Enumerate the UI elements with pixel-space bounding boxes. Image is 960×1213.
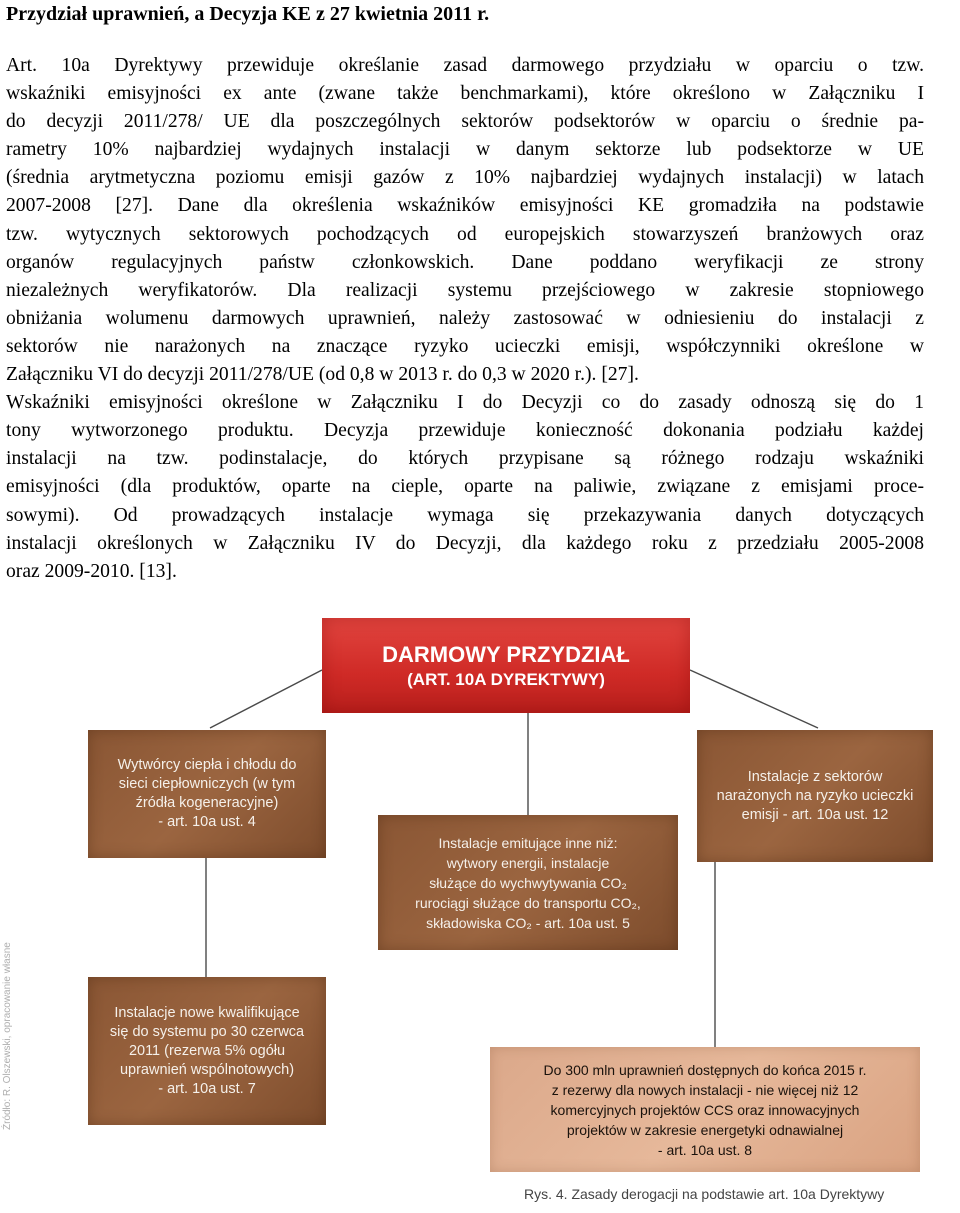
box-line: 2011 (rezerwa 5% ogółu: [128, 1042, 286, 1059]
paragraph-line: wskaźniki emisyjności ex ante (zwane także benchmarkami), które określono w Załączniku I: [6, 83, 924, 105]
box-ccs-reserve: [490, 1047, 920, 1172]
root-subtitle: (ART. 10A DYREKTYWY): [407, 669, 605, 689]
paragraph-line: niezależnych weryfikatorów. Dla realizacji systemu przejściowego w zakresie stopniowego: [6, 279, 924, 301]
box-line: wytwory energii, instalacje: [446, 854, 610, 871]
box-line: sieci ciepłowniczych (w tym: [118, 776, 296, 792]
root-title: DARMOWY PRZYDZIAŁ: [382, 641, 630, 667]
paragraph-line: organów regulacyjnych państw członkowskich. Dane poddano weryfikacji ze strony: [6, 251, 924, 273]
paragraph-line: sektorów nie narażonych na znaczące ryzyko ucieczki emisji, współczynniki określone w: [6, 335, 924, 357]
box-line: rurociągi służące do transportu CO₂,: [415, 894, 641, 911]
paragraph-line: instalacji określonych w Załączniku IV do Decyzji, dla każdego roku z przedziału 2005-2008: [6, 532, 924, 554]
box-line: uprawnień wspólnotowych): [119, 1061, 295, 1078]
paragraph-line: sowymi). Od prowadzących instalacje wymaga się przekazywania danych dotyczących: [6, 504, 924, 526]
paragraph-line: tzw. wytycznych sektorowych pochodzących od europejskich stowarzyszeń branżowych oraz: [6, 223, 924, 245]
paragraph-line: Wskaźniki emisyjności określone w Załączniku I do Decyzji co do zasady odnoszą się do 1: [6, 392, 924, 414]
box-heat-producers: [88, 730, 326, 858]
box-line: projektów w zakresie energetyki odnawialnej: [566, 1121, 844, 1138]
box-line: służące do wychwytywania CO₂: [429, 874, 627, 891]
paragraph-line: tony wytworzonego produktu. Decyzja przewiduje konieczność dokonania podziału każdej: [6, 420, 924, 442]
figure-caption: Rys. 4. Zasady derogacji na podstawie art. 10a Dyrektywy: [524, 1186, 885, 1202]
box-line: komercyjnych projektów CCS oraz innowacyjnych: [550, 1101, 860, 1118]
box-line: - art. 10a ust. 7: [158, 1080, 256, 1097]
box-other-installations: [378, 815, 678, 950]
paragraph-line: (średnia arytmetyczna poziomu emisji gazów z 10% najbardziej wydajnych instalacji) w latach: [6, 167, 924, 189]
paragraph-line: rametry 10% najbardziej wydajnych instalacji w danym sektorze lub podsektorze w UE: [6, 139, 924, 161]
box-line: emisji - art. 10a ust. 12: [741, 806, 889, 823]
box-line: - art. 10a ust. 4: [158, 814, 256, 830]
box-line: składowiska CO₂ - art. 10a ust. 5: [426, 914, 630, 931]
box-line: Instalacje emitujące inne niż:: [438, 834, 618, 851]
paragraph-line: 2007-2008 [27]. Dane dla określenia wskaźników emisyjności KE gromadziła na podstawie: [6, 195, 924, 217]
paragraph-line: instalacji na tzw. podinstalacje, do których przypisane są różnego rodzaju wskaźniki: [6, 448, 924, 470]
box-line: Instalacje z sektorów: [747, 768, 883, 785]
box-line: źródła kogeneracyjne): [135, 795, 279, 811]
body-paragraph: [6, 52, 924, 586]
box-line: Instalacje nowe kwalifikujące: [114, 1004, 300, 1021]
box-line: się do systemu po 30 czerwca: [109, 1023, 305, 1040]
paragraph-line: do decyzji 2011/278/ UE dla poszczególnych sektorów podsektorów w oparciu o średnie pa-: [6, 111, 924, 133]
paragraph-line: Art. 10a Dyrektywy przewiduje określanie zasad darmowego przydziału w oparciu o tzw.: [6, 55, 924, 76]
root-box-free-allocation: [322, 618, 690, 713]
derogation-diagram: [0, 600, 960, 1213]
page-heading: Przydział uprawnień, a Decyzja KE z 27 kwietnia 2011 r.: [6, 3, 490, 25]
box-line: Do 300 mln uprawnień dostępnych do końca 2015 r.: [543, 1061, 867, 1078]
paragraph-line: emisyjności (dla produktów, oparte na cieple, oparte na paliwie, związane z emisjami proce-: [6, 476, 924, 498]
connector-right: [690, 670, 818, 728]
box-line: - art. 10a ust. 8: [657, 1141, 753, 1158]
paragraph-line: obniżania wolumenu darmowych uprawnień, należy zastosować w odniesieniu do instalacji z: [6, 307, 924, 329]
box-line: narażonych na ryzyko ucieczki: [716, 787, 914, 804]
box-leakage-sectors: [697, 730, 933, 862]
paragraph-line: Załączniku VI do decyzji 2011/278/UE (od 0,8 w 2013 r. do 0,3 w 2020 r.). [27].: [6, 364, 639, 386]
source-credit: Źródło: R. Olszewski, opracowanie własne: [2, 942, 13, 1130]
paragraph-line: oraz 2009-2010. [13].: [6, 560, 177, 582]
connector-left: [210, 670, 322, 728]
box-line: Wytwórcy ciepła i chłodu do: [117, 757, 297, 773]
box-new-entrants: [88, 977, 326, 1125]
box-line: z rezerwy dla nowych instalacji - nie więcej niż 12: [551, 1081, 859, 1098]
